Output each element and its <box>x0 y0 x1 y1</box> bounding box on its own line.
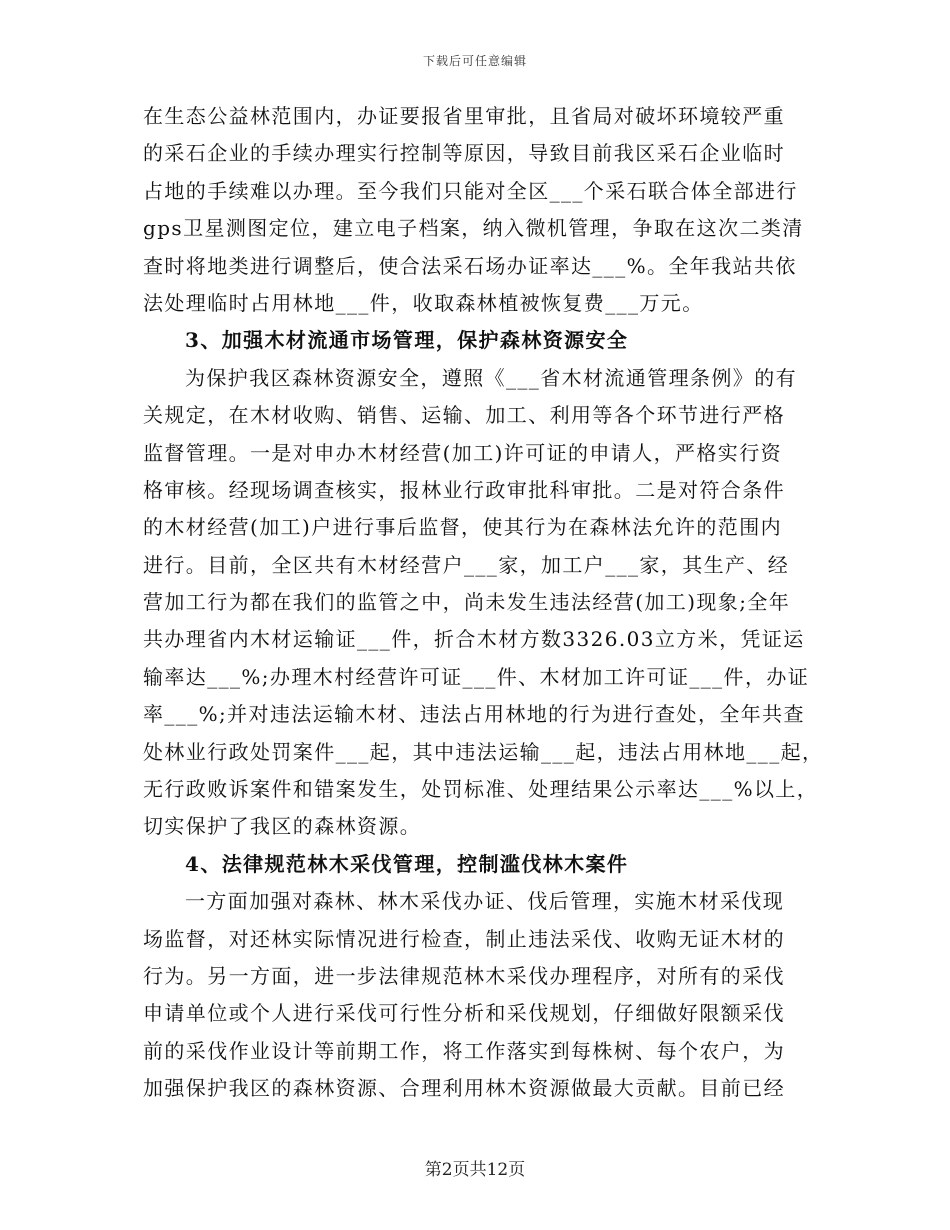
text-line: 申请单位或个人进行采伐可行性分析和采伐规划，仔细做好限额采伐 <box>143 1001 785 1026</box>
text-line: 行为。另一方面，进一步法律规范林木采伐办理程序，对所有的采伐 <box>143 963 785 988</box>
paragraph-logging-management <box>143 883 823 1107</box>
document-body <box>143 98 823 1108</box>
text-line: 占地的手续难以办理。至今我们只能对全区___个采石联合体全部进行 <box>143 178 798 203</box>
text-line: 切实保护了我区的森林资源。 <box>143 814 422 839</box>
page-header: 下载后可任意编辑 <box>422 54 527 68</box>
text-line: 一方面加强对森林、林木采伐办证、伐后管理，实施木材采伐现 <box>185 889 785 914</box>
paragraph-timber-market <box>143 360 823 846</box>
text-line: 查时将地类进行调整后，使合法采石场办证率达___%。全年我站共依 <box>143 253 797 278</box>
text-line: 营加工行为都在我们的监管之中，尚未发生违法经营(加工)现象;全年 <box>143 590 791 615</box>
text-line: 前的采伐作业设计等前期工作，将工作落实到每株树、每个农户，为 <box>143 1038 785 1063</box>
page-number: 第2页共12页 <box>424 1160 526 1180</box>
text-line: 加强保护我区的森林资源、合理利用林木资源做最大贡献。目前已经 <box>143 1076 785 1101</box>
text-line: 进行。目前，全区共有木材经营户___家，加工户___家，其生产、经 <box>143 552 790 577</box>
text-line: 为保护我区森林资源安全，遵照《___省木材流通管理条例》的有 <box>185 365 797 390</box>
text-line: 格审核。经现场调查核实，报林业行政审批科审批。二是对符合条件 <box>143 477 785 502</box>
text-line: 率___%;并对违法运输木材、违法占用林地的行为进行查处，全年共查 <box>143 702 805 727</box>
text-line: 监督管理。一是对申办木材经营(加工)许可证的申请人，严格实行资 <box>143 440 783 465</box>
text-line: 法处理临时占用林地___件，收取森林植被恢复费___万元。 <box>143 290 704 315</box>
text-line: 的采石企业的手续办理实行控制等原因，导致目前我区采石企业临时 <box>143 141 785 166</box>
text-line: 无行政败诉案件和错案发生，处罚标准、处理结果公示率达___%以上， <box>143 777 819 802</box>
text-line: 场监督，对还林实际情况进行检查，制止违法采伐、收购无证木材的 <box>143 926 785 951</box>
text-line: 在生态公益林范围内，办证要报省里审批，且省局对破坏环境较严重 <box>143 104 785 128</box>
text-line: 关规定，在木材收购、销售、运输、加工、利用等各个环节进行严格 <box>143 403 785 428</box>
text-line: gps卫星测图定位，建立电子档案，纳入微机管理，争取在这次二类清 <box>143 216 804 241</box>
text-line: 的木材经营(加工)户进行事后监督，使其行为在森林法允许的范围内 <box>143 515 783 540</box>
text-line: 处林业行政处罚案件___起，其中违法运输___起，违法占用林地___起， <box>143 739 824 764</box>
paragraph-continued <box>143 98 823 322</box>
text-line: 输率达___%;办理木村经营许可证___件、木材加工许可证___件，办证 <box>143 664 810 689</box>
text-line: 共办理省内木材运输证___件，折合木材方数3326.03立方米，凭证运 <box>143 627 805 652</box>
section-heading-4: 4、法律规范林木采伐管理，控制滥伐林木案件 <box>185 851 629 876</box>
section-heading-3: 3、加强木材流通市场管理，保护森林资源安全 <box>185 328 629 353</box>
